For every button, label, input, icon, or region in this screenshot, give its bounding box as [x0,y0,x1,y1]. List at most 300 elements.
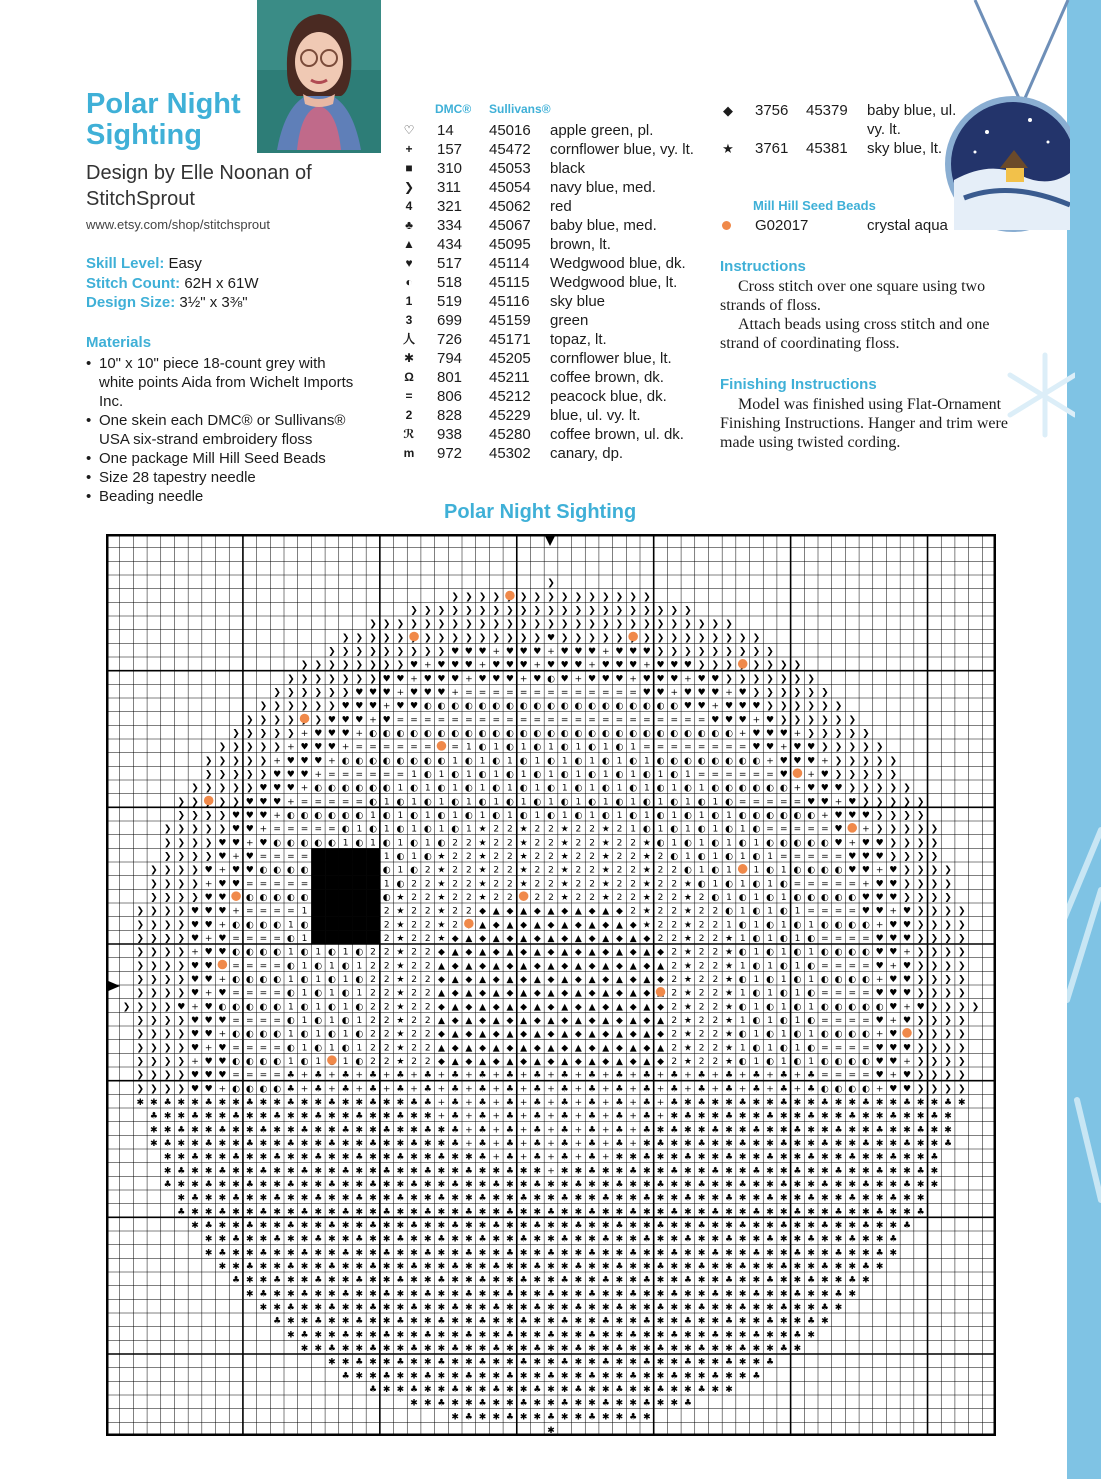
key-color-name: baby blue, ul. vy. lt. [867,102,957,138]
stitch-symbol: ◐ [683,783,692,794]
stitch-symbol: 2 [411,1043,417,1054]
stitch-symbol: ♥ [889,1002,898,1013]
stitch-symbol: ♣ [190,1111,200,1122]
stitch-symbol: ◐ [820,920,829,931]
stitch-symbol: ◐ [861,920,870,931]
stitch-symbol: ◐ [547,756,555,767]
stitch-symbol: ✱ [574,1330,583,1341]
stitch-symbol: ✱ [752,1097,761,1108]
stitch-symbol: ♥ [752,742,761,753]
stitch-symbol: ✱ [465,1179,473,1190]
stitch-symbol: ♣ [327,1343,336,1354]
stitch-symbol: ♥ [204,920,213,931]
stitch-symbol: ♣ [738,1302,747,1313]
stitch-symbol: ♣ [656,1261,665,1272]
key-sullivans: 45280 [489,426,531,443]
stitch-symbol: ❯ [204,851,213,862]
stitch-symbol: ◐ [766,810,775,821]
stitch-symbol: 1 [315,1029,322,1040]
stitch-symbol: ◐ [834,892,843,903]
key-row [398,444,718,463]
stitch-symbol: ❯ [423,619,432,630]
stitch-symbol: ♣ [848,1111,857,1122]
key-sullivans: 45212 [489,388,531,405]
stitch-symbol: ♥ [889,947,898,958]
stitch-symbol: + [738,1084,747,1095]
stitch-symbol: ♣ [341,1166,350,1177]
stitch-symbol: ✱ [738,1289,747,1300]
stitch-symbol: 2 [370,1029,376,1040]
stitch-symbol: ❯ [136,933,145,944]
stitch-symbol: ♣ [273,1152,282,1163]
stitch-symbol: 2 [657,906,664,917]
instructions-text [720,277,1020,353]
stitch-symbol: ❯ [916,1084,925,1095]
stitch-symbol: ♥ [683,687,692,698]
stitch-symbol: ♣ [560,1316,569,1327]
stitch-symbol: 1 [726,920,732,931]
stitch-cell [311,889,325,903]
stitch-symbol: ▲ [602,1043,610,1054]
stitch-symbol: ✱ [643,1179,651,1190]
stitch-symbol: = [670,715,679,726]
stitch-symbol: + [478,660,487,671]
stitch-symbol: ◆ [657,947,665,958]
stitch-symbol: 1 [493,769,500,780]
stitch-symbol: ◐ [464,810,473,821]
key-color-name: cornflower blue, lt. [550,350,672,367]
stitch-symbol: ❯ [478,619,487,630]
stitch-symbol: ★ [683,1015,692,1026]
key-symbol: ★ [722,141,734,156]
stitch-symbol: ❯ [807,701,815,712]
stitch-symbol: ▲ [615,1056,623,1067]
stitch-symbol: = [601,687,610,698]
stitch-cell [325,903,339,917]
stitch-symbol: ❯ [601,633,610,644]
stitch-symbol: ◐ [286,1043,295,1054]
stitch-symbol: ◐ [848,920,857,931]
stitch-symbol: = [615,687,624,698]
stitch-symbol: 2 [507,824,513,835]
stitch-symbol: + [656,1070,665,1081]
stitch-symbol: ◐ [738,920,747,931]
stitch-symbol: ✱ [889,1179,898,1190]
stitch-symbol: ✱ [245,1289,254,1300]
stitch-symbol: ◐ [355,756,364,767]
key-row [398,368,718,387]
designer-url[interactable]: www.etsy.com/shop/stitchsprout [86,217,270,232]
stitch-symbol: ✱ [670,1152,679,1163]
stitch-symbol: ◆ [506,906,514,917]
key-dmc: 519 [437,293,463,310]
key-dmc: 517 [437,255,463,272]
stitch-symbol: ◆ [561,1015,569,1026]
stitch-symbol: ✱ [916,1138,925,1149]
stitch-symbol: 1 [767,1043,773,1054]
stitch-symbol: ♣ [519,1234,528,1245]
stitch-symbol: ♣ [752,1207,761,1218]
stitch-symbol: ◆ [492,1029,500,1040]
stitch-symbol: ✱ [396,1138,405,1149]
stitch-symbol: ◐ [232,1084,241,1095]
stitch-symbol: ♣ [902,1179,912,1190]
stitch-symbol: ✱ [369,1111,377,1122]
stitch-symbol: ♣ [588,1084,597,1095]
stitch-symbol: 2 [465,865,472,876]
stitch-symbol: + [629,674,637,685]
stitch-symbol: ◆ [437,974,445,985]
stitch-symbol: ♣ [232,1193,241,1204]
stitch-symbol: ★ [396,1029,405,1040]
stitch-symbol: ✱ [369,1316,377,1327]
stitch-symbol: + [410,674,418,685]
bead-marker [300,714,310,724]
stitch-symbol: ♣ [478,1084,487,1095]
stitch-symbol: ♣ [834,1125,843,1136]
stitch-symbol: ◐ [738,810,747,821]
stitch-symbol: ◐ [369,824,377,835]
stitch-symbol: ❯ [232,769,240,780]
stitch-symbol: ◐ [752,879,761,890]
stitch-symbol: 1 [479,783,486,794]
stitch-symbol: ❯ [369,619,377,630]
stitch-symbol: + [601,1138,610,1149]
key-sullivans: 45115 [489,274,530,291]
stitch-symbol: ▲ [574,1015,582,1026]
stitch-symbol: ◐ [273,838,282,849]
stitch-symbol: ◐ [752,988,761,999]
stitch-symbol: ◐ [259,1029,268,1040]
stitch-symbol: ❯ [547,578,555,589]
stitch-symbol: ♥ [232,879,241,890]
stitch-symbol: = [821,988,829,999]
stitch-symbol: = [821,851,829,862]
stitch-symbol: ◐ [861,1056,870,1067]
stitch-symbol: = [259,988,268,999]
key-symbol: ℛ [403,427,415,441]
stitch-symbol: ❯ [150,865,158,876]
stitch-symbol: ✱ [615,1275,624,1286]
stitch-symbol: ❯ [355,646,364,657]
stitch-symbol: ✱ [684,1289,692,1300]
stitch-symbol: ♥ [396,674,405,685]
stitch-symbol: ♥ [218,1070,227,1081]
stitch-symbol: ❯ [314,715,323,726]
stitch-symbol: ♣ [615,1220,624,1231]
stitch-symbol: ❯ [875,769,884,780]
stitch-symbol: ◐ [574,756,583,767]
stitch-symbol: ◆ [479,906,487,917]
stitch-symbol: ◐ [423,851,432,862]
stitch-symbol: ♥ [232,810,241,821]
stitch-symbol: ◐ [273,1084,282,1095]
stitch-symbol: 1 [534,810,541,821]
stitch-symbol: + [875,1084,884,1095]
stitch-cell [366,930,380,944]
stitch-symbol: ❯ [944,1043,952,1054]
stitch-symbol: ◐ [766,892,775,903]
stitch-symbol: ◐ [314,810,323,821]
stitch-symbol: = [465,687,473,698]
stitch-symbol: ❯ [848,728,857,739]
stitch-symbol: ❯ [752,660,761,671]
key-row [398,140,718,159]
stitch-symbol: ★ [642,906,651,917]
stitch-symbol: ♣ [683,1193,692,1204]
stitch-symbol: ❯ [369,646,377,657]
stitch-symbol: 2 [424,933,431,944]
stitch-symbol: ♥ [848,865,857,876]
stitch-symbol: ♥ [875,1043,884,1054]
stitch-symbol: ◆ [533,1043,541,1054]
stitch-symbol: ◐ [752,783,761,794]
stitch-symbol: = [259,851,268,862]
stitch-symbol: ✱ [396,1125,405,1136]
stitch-symbol: ❯ [423,605,432,616]
stitch-symbol: ✱ [355,1330,364,1341]
stitch-symbol: ★ [683,892,692,903]
stitch-symbol: ♣ [546,1289,556,1300]
stitch-symbol: 1 [808,947,815,958]
stitch-symbol: ★ [601,892,610,903]
stitch-symbol: ✱ [779,1166,788,1177]
stitch-symbol: ▲ [451,947,459,958]
stitch-symbol: ✱ [711,1138,720,1149]
stitch-symbol: ♣ [259,1289,268,1300]
stitch-symbol: = [492,687,501,698]
stitch-symbol: 2 [657,879,664,890]
stitch-symbol: ♣ [410,1384,419,1395]
instructions-paragraph: Attach beads using cross stitch and one strand of coordinating floss. [720,316,990,352]
stitch-symbol: ♣ [232,1275,241,1286]
stitch-symbol: ✱ [643,1220,651,1231]
stitch-symbol: ♥ [533,674,542,685]
stitch-symbol: = [273,1015,281,1026]
stitch-symbol: ▲ [588,974,596,985]
stitch-symbol: ◐ [437,810,446,821]
stitch-symbol: ◐ [738,756,747,767]
stitch-symbol: ❯ [574,633,583,644]
stitch-symbol: = [574,687,583,698]
stitch-symbol: ❯ [177,865,186,876]
stitch-symbol: ♣ [505,1207,514,1218]
stitch-symbol: ◐ [670,756,679,767]
stitch-symbol: + [848,838,857,849]
stitch-symbol: ◆ [506,961,514,972]
stitch-symbol: ✱ [574,1371,583,1382]
stitch-symbol: ◐ [670,701,679,712]
stitch-symbol: ◐ [779,1043,788,1054]
stitch-symbol: ✱ [738,1125,747,1136]
stitch-symbol: + [355,1070,364,1081]
stitch-symbol: ♥ [273,769,282,780]
stitch-symbol: ❯ [204,783,213,794]
stitch-symbol: ✱ [697,1125,706,1136]
stitch-symbol: ✱ [423,1138,432,1149]
stitch-symbol: 2 [424,1043,431,1054]
stitch-symbol: ◐ [560,769,569,780]
stitch-symbol: ◐ [355,838,364,849]
stitch-symbol: ◐ [560,701,569,712]
stitch-symbol: ◐ [834,1056,843,1067]
stitch-symbol: ◆ [602,974,610,985]
stitch-symbol: ♥ [820,797,829,808]
stitch-symbol: ★ [601,851,610,862]
stitch-symbol: ★ [396,1056,405,1067]
key-color-name: cornflower blue, vy. lt. [550,141,694,158]
stitch-symbol: = [328,824,336,835]
stitch-symbol: = [287,906,295,917]
stitch-symbol: ✱ [355,1343,364,1354]
stitch-symbol: ✱ [259,1275,268,1286]
stitch-symbol: ✱ [629,1316,637,1327]
stitch-symbol: 2 [698,933,705,944]
stitch-symbol: ◐ [779,783,788,794]
stitch-symbol: ✱ [245,1111,254,1122]
stitch-symbol: ♥ [396,701,405,712]
stitch-symbol: ❯ [177,1029,186,1040]
stitch-symbol: ♣ [163,1179,172,1190]
stitch-symbol: ✱ [478,1412,487,1423]
stitch-symbol: ✱ [259,1097,268,1108]
stitch-symbol: ♣ [300,1330,309,1341]
stitch-symbol: ✱ [506,1261,514,1272]
stitch-symbol: ✱ [204,1234,213,1245]
stitch-symbol: 1 [643,783,650,794]
stitch-symbol: ◐ [464,783,473,794]
stitch-symbol: ✱ [150,1138,158,1149]
stitch-symbol: = [697,715,706,726]
stitch-symbol: = [245,988,254,999]
stitch-symbol: ❯ [163,1084,172,1095]
stitch-symbol: ♥ [218,879,227,890]
stitch-symbol: ❯ [821,687,829,698]
stitch-symbol: 1 [643,756,650,767]
stitch-symbol: ❯ [875,797,884,808]
key-row [398,311,718,330]
stitch-symbol: ◐ [245,920,254,931]
stitch-symbol: ❯ [259,715,268,726]
stitch-symbol: + [492,646,501,657]
stitch-symbol: ♣ [355,1111,364,1122]
stitch-symbol: 1 [342,838,349,849]
stitch-symbol: ❯ [355,633,364,644]
stitch-symbol: ✱ [396,1220,405,1231]
stitch-symbol: ▲ [561,1002,569,1013]
stitch-symbol: 2 [383,947,390,958]
stitch-symbol: ✱ [656,1398,665,1409]
stitch-symbol: ❯ [177,947,186,958]
stitch-symbol: ◐ [615,742,624,753]
stitch-symbol: ▲ [602,933,610,944]
stitch-symbol: ◐ [629,701,638,712]
stitch-symbol: ❯ [601,605,610,616]
stitch-symbol: = [862,933,870,944]
stitch-symbol: 2 [657,892,664,903]
stitch-symbol: ✱ [643,1289,651,1300]
stitch-symbol: ❯ [889,838,898,849]
stitch-symbol: ♣ [314,1316,323,1327]
stitch-symbol: ◆ [533,933,541,944]
stitch-symbol: ❯ [930,1002,939,1013]
stitch-symbol: = [711,742,720,753]
stitch-symbol: ♥ [259,783,268,794]
stitch-symbol: ✱ [314,1207,323,1218]
stitch-symbol: ♥ [861,838,870,849]
stitch-symbol: ✱ [643,1371,651,1382]
stitch-symbol: ❯ [177,974,186,985]
stitch-symbol: ♥ [259,838,268,849]
stitch-symbol: ✱ [382,1193,391,1204]
stitch-symbol: ♣ [232,1234,241,1245]
stitch-symbol: = [232,988,240,999]
stitch-symbol: = [273,851,281,862]
stitch-symbol: 1 [794,988,801,999]
stitch-symbol: ◐ [848,1056,857,1067]
stitch-symbol: ▲ [588,1002,596,1013]
stitch-symbol: ✱ [341,1316,350,1327]
stitch-symbol: ✱ [177,1138,186,1149]
stitch-symbol: ♣ [177,1125,186,1136]
stitch-symbol: ❯ [287,728,295,739]
key-row [398,197,718,216]
stitch-symbol: 2 [370,1043,376,1054]
stitch-symbol: ❯ [916,974,925,985]
finishing-text [720,395,1020,452]
bead-marker [505,591,515,601]
stitch-symbol: ❯ [341,660,350,671]
stitch-symbol: ❯ [506,605,514,616]
stitch-symbol: ❯ [245,783,254,794]
stitch-symbol: + [574,1070,583,1081]
stitch-symbol: ✱ [807,1166,815,1177]
stitch-symbol: ◐ [327,783,336,794]
stitch-symbol: ♥ [766,728,775,739]
stitch-symbol: = [245,933,254,944]
stitch-symbol: ◐ [410,810,419,821]
stitch-symbol: ◐ [697,756,706,767]
stitch-symbol: ♣ [423,1097,432,1108]
stitch-symbol: ✱ [725,1166,733,1177]
stitch-symbol: = [232,933,240,944]
stitch-symbol: ♥ [807,797,816,808]
stitch-symbol: 2 [493,824,500,835]
stitch-symbol: + [300,783,309,794]
stitch-symbol: + [766,756,774,767]
stitch-symbol: ★ [437,879,446,890]
stitch-symbol: 2 [383,906,390,917]
stitch-symbol: ◆ [561,906,569,917]
stitch-symbol: ❯ [506,633,514,644]
stitch-symbol: ♣ [588,1138,597,1149]
stitch-symbol: ✱ [697,1166,706,1177]
stitch-symbol: ✱ [465,1152,473,1163]
stitch-symbol: ❯ [793,674,802,685]
stitch-symbol: ♥ [437,674,446,685]
stitch-symbol: ♥ [327,715,336,726]
stitch-symbol: ❯ [191,824,199,835]
stitch-symbol: 1 [411,851,417,862]
stitch-symbol: ✱ [711,1111,720,1122]
stitch-symbol: ♥ [752,701,761,712]
stitch-symbol: ✱ [328,1248,336,1259]
stitch-symbol: ♣ [505,1371,514,1382]
stitch-symbol: ❯ [163,1043,172,1054]
stitch-symbol: ❯ [396,633,405,644]
key-symbol: 3 [405,313,413,327]
stitch-symbol: = [506,687,514,698]
